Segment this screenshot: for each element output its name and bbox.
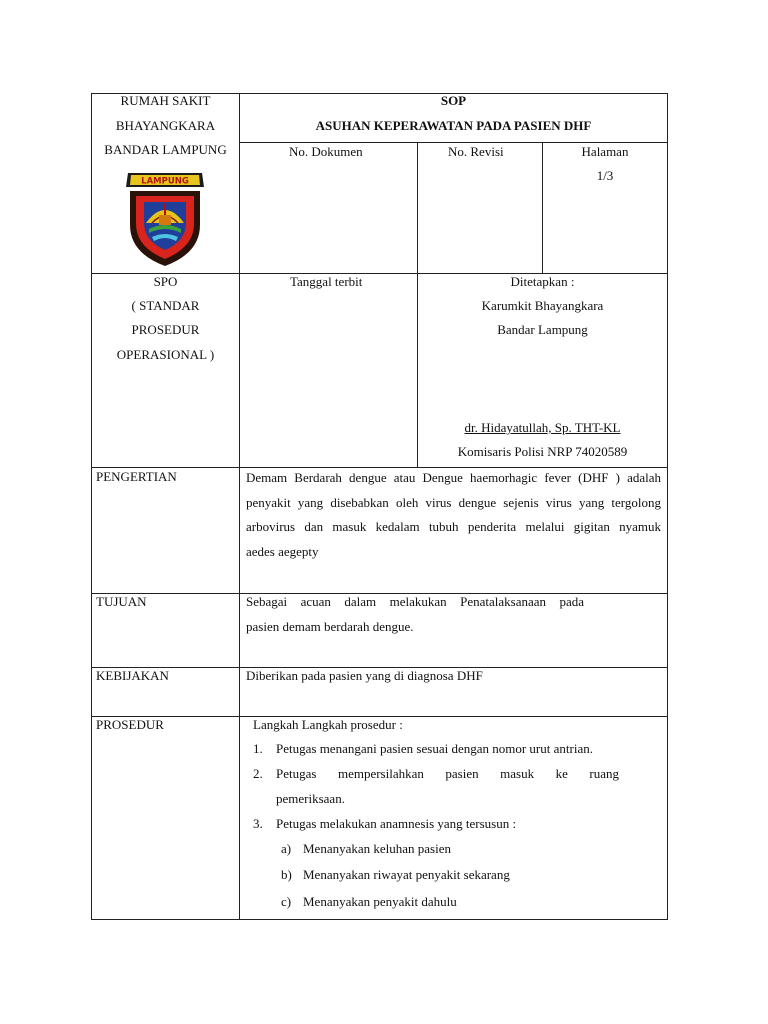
signatory-name-text: dr. Hidayatullah, Sp. THT-KL — [464, 420, 621, 435]
table-border-right — [667, 93, 668, 920]
spo-line-3: PROSEDUR — [131, 322, 200, 337]
sop-subtitle: ASUHAN KEPERAWATAN PADA PASIEN DHF — [315, 118, 592, 133]
step-number: 1. — [253, 741, 263, 756]
logo-banner-text: LAMPUNG — [141, 176, 189, 187]
substep-letter: c) — [281, 894, 292, 909]
pengertian-line-1: Demam Berdarah dengue atau Dengue haemorhagic fever (DHF ) adalah — [246, 470, 661, 485]
step-text: Petugas melakukan anamnesis yang tersusun : — [276, 816, 517, 831]
tanggal-terbit-label: Tanggal terbit — [290, 274, 363, 289]
pengertian-line-3: arbovirus dan masuk kedalam tubuh penderita melalui gigitan nyamuk — [246, 519, 661, 534]
halaman-label: Halaman — [581, 144, 629, 159]
hospital-name-line-1: RUMAH SAKIT — [120, 93, 211, 108]
pengertian-line-4: aedes aegepty — [246, 543, 319, 559]
tujuan-line-1: Sebagai acuan dalam melakukan Penatalaksanaan pada — [246, 594, 584, 609]
ditetapkan-line-2: Karumkit Bhayangkara — [481, 298, 604, 313]
ditetapkan-line-3: Bandar Lampung — [497, 322, 588, 337]
no-dokumen-label: No. Dokumen — [289, 144, 363, 159]
substep-letter: b) — [281, 867, 292, 882]
table-border-bottom — [91, 919, 668, 920]
pengertian-line-2: penyakit yang disebabkan oleh virus dengue sejenis virus yang tergolong — [246, 494, 661, 510]
ditetapkan-line-1: Ditetapkan : — [510, 274, 575, 289]
police-emblem-logo — [124, 167, 206, 267]
hospital-name-line-3: BANDAR LAMPUNG — [104, 142, 227, 157]
prosedur-label: PROSEDUR — [96, 717, 164, 732]
signatory-rank: Komisaris Polisi NRP 74020589 — [457, 444, 628, 459]
halaman-value: 1/3 — [596, 168, 614, 183]
hospital-name-line-2: BHAYANGKARA — [115, 118, 216, 133]
step-number: 3. — [253, 816, 263, 831]
tujuan-label: TUJUAN — [96, 594, 147, 609]
signatory-name — [418, 416, 667, 440]
column-divider-main — [239, 93, 240, 920]
pengertian-label: PENGERTIAN — [96, 469, 177, 484]
step-text-line-2: pemeriksaan. — [276, 790, 345, 806]
step-text: Petugas menangani pasien sesuai dengan nomor urut antrian. — [276, 741, 593, 756]
spo-line-4: OPERASIONAL ) — [116, 347, 215, 362]
no-revisi-label: No. Revisi — [448, 144, 504, 159]
prosedur-intro: Langkah Langkah prosedur : — [253, 717, 403, 732]
kebijakan-text: Diberikan pada pasien yang di diagnosa DHF — [246, 668, 483, 683]
step-text — [276, 762, 619, 811]
spo-line-1: SPO — [153, 274, 178, 289]
tujuan-text — [246, 590, 584, 639]
step-number: 2. — [253, 766, 263, 781]
sop-title: SOP — [440, 93, 467, 108]
step-text-line-1: Petugas mempersilahkan pasien masuk ke ruang — [276, 766, 619, 781]
tujuan-line-2: pasien demam berdarah dengue. — [246, 618, 414, 634]
substep-letter: a) — [281, 841, 292, 856]
spo-line-2: ( STANDAR — [131, 298, 200, 313]
pengertian-text — [246, 466, 661, 564]
substep-text: Menanyakan riwayat penyakit sekarang — [303, 867, 510, 882]
table-border-left — [91, 93, 92, 920]
kebijakan-label: KEBIJAKAN — [96, 668, 169, 683]
substep-text: Menanyakan keluhan pasien — [303, 841, 452, 856]
substep-text: Menanyakan penyakit dahulu — [303, 894, 457, 909]
